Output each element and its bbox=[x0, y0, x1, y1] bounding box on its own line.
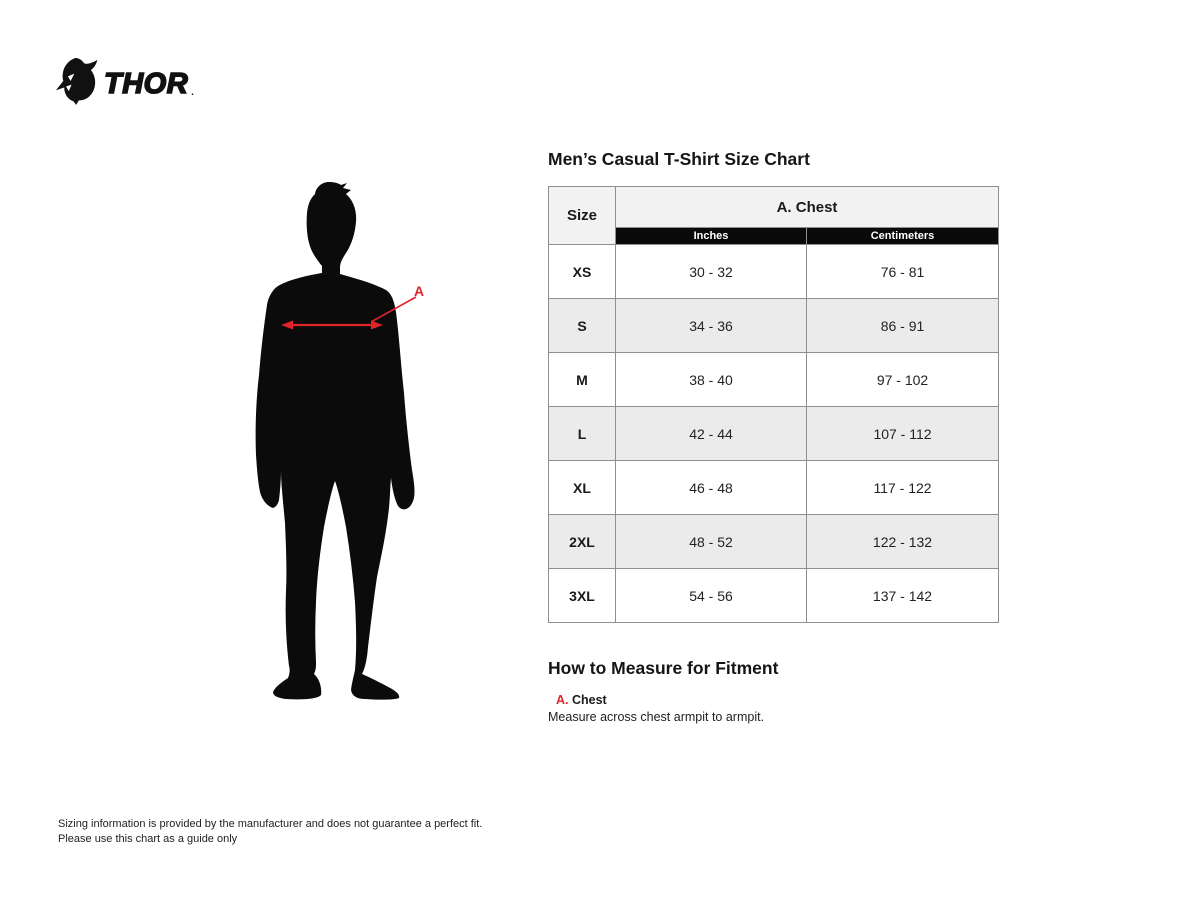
chest-inches-value: 38 - 40 bbox=[616, 353, 807, 407]
chest-inches-value: 54 - 56 bbox=[616, 569, 807, 623]
table-row bbox=[549, 245, 999, 299]
table-row bbox=[549, 515, 999, 569]
size-label: S bbox=[549, 299, 616, 353]
size-label: 2XL bbox=[549, 515, 616, 569]
size-label: L bbox=[549, 407, 616, 461]
table-row bbox=[549, 353, 999, 407]
chest-centimeters-value: 107 - 112 bbox=[807, 407, 999, 461]
brand-wordmark: THOR bbox=[104, 67, 189, 100]
size-label: M bbox=[549, 353, 616, 407]
table-row bbox=[549, 569, 999, 623]
brand-trademark: . bbox=[191, 87, 194, 98]
chest-inches-value: 48 - 52 bbox=[616, 515, 807, 569]
chest-centimeters-value: 86 - 91 bbox=[807, 299, 999, 353]
size-label: 3XL bbox=[549, 569, 616, 623]
size-label: XS bbox=[549, 245, 616, 299]
chest-centimeters-value: 117 - 122 bbox=[807, 461, 999, 515]
chest-arrow-label: A bbox=[414, 283, 425, 299]
measure-item-key: A. bbox=[556, 693, 569, 707]
disclaimer-line-1: Sizing information is provided by the manufacturer and does not guarantee a perfect fit. bbox=[58, 818, 483, 830]
measure-item-label bbox=[556, 693, 607, 707]
chest-centimeters-value: 76 - 81 bbox=[807, 245, 999, 299]
chest-inches-value: 42 - 44 bbox=[616, 407, 807, 461]
how-to-measure-title: How to Measure for Fitment bbox=[548, 658, 779, 678]
column-header-centimeters: Centimeters bbox=[807, 228, 999, 245]
measure-item-name: Chest bbox=[571, 693, 607, 707]
size-chart-title: Men’s Casual T-Shirt Size Chart bbox=[548, 149, 810, 169]
disclaimer-line-2: Please use this chart as a guide only bbox=[58, 832, 238, 845]
chest-centimeters-value: 97 - 102 bbox=[807, 353, 999, 407]
thor-logo bbox=[55, 56, 194, 106]
measure-item-instruction: Measure across chest armpit to armpit. bbox=[548, 710, 765, 724]
table-row bbox=[549, 407, 999, 461]
column-header-inches: Inches bbox=[616, 228, 807, 245]
chest-inches-value: 46 - 48 bbox=[616, 461, 807, 515]
chest-inches-value: 34 - 36 bbox=[616, 299, 807, 353]
chest-centimeters-value: 122 - 132 bbox=[807, 515, 999, 569]
table-row bbox=[549, 299, 999, 353]
chest-centimeters-value: 137 - 142 bbox=[807, 569, 999, 623]
body-silhouette-figure bbox=[230, 170, 460, 710]
table-row bbox=[549, 461, 999, 515]
size-chart-table-container bbox=[548, 186, 999, 623]
column-header-size: Size bbox=[549, 187, 616, 245]
male-silhouette-image bbox=[230, 170, 460, 710]
chest-inches-value: 30 - 32 bbox=[616, 245, 807, 299]
thor-goat-icon bbox=[55, 56, 101, 106]
sizing-disclaimer bbox=[58, 817, 482, 846]
size-chart-table bbox=[548, 186, 999, 623]
size-label: XL bbox=[549, 461, 616, 515]
column-header-chest: A. Chest bbox=[616, 187, 999, 228]
